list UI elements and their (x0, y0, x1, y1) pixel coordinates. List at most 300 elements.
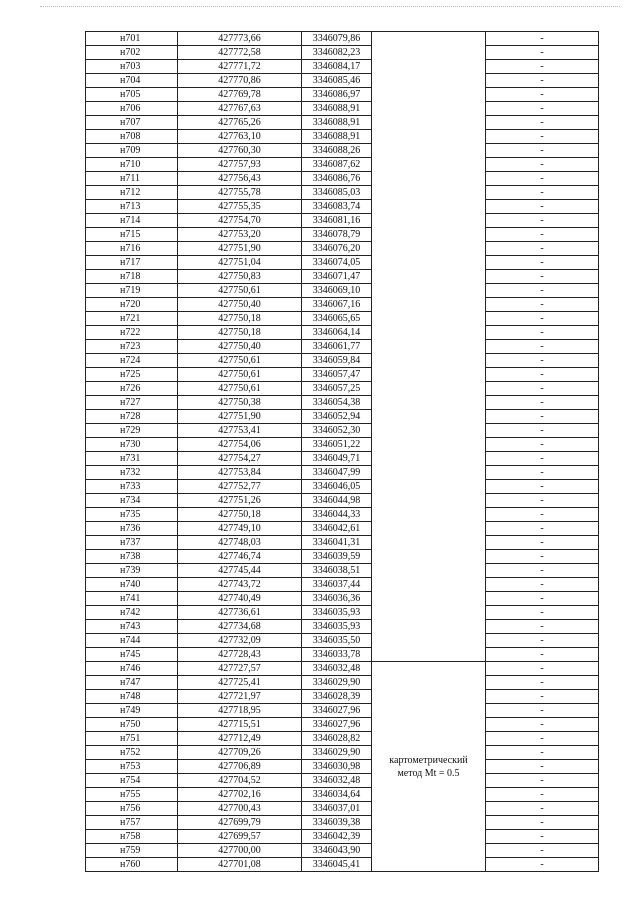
x-coordinate-cell: 427706,89 (178, 760, 302, 774)
x-coordinate-cell: 427753,20 (178, 228, 302, 242)
point-name-cell: н708 (86, 130, 178, 144)
table-row (86, 228, 599, 242)
table-row (86, 88, 599, 102)
table-row (86, 858, 599, 872)
point-name-cell: н710 (86, 158, 178, 172)
dash-cell: - (486, 228, 599, 242)
y-coordinate-cell: 3346046,05 (302, 480, 372, 494)
dash-cell: - (486, 606, 599, 620)
x-coordinate-cell: 427750,61 (178, 354, 302, 368)
dash-cell: - (486, 802, 599, 816)
dash-cell: - (486, 648, 599, 662)
point-name-cell: н727 (86, 396, 178, 410)
table-row (86, 298, 599, 312)
x-coordinate-cell: 427700,00 (178, 844, 302, 858)
y-coordinate-cell: 3346028,82 (302, 732, 372, 746)
y-coordinate-cell: 3346061,77 (302, 340, 372, 354)
x-coordinate-cell: 427750,61 (178, 368, 302, 382)
table-row (86, 172, 599, 186)
table-row (86, 312, 599, 326)
y-coordinate-cell: 3346033,78 (302, 648, 372, 662)
table-row (86, 844, 599, 858)
x-coordinate-cell: 427765,26 (178, 116, 302, 130)
y-coordinate-cell: 3346034,64 (302, 788, 372, 802)
y-coordinate-cell: 3346064,14 (302, 326, 372, 340)
y-coordinate-cell: 3346082,23 (302, 46, 372, 60)
x-coordinate-cell: 427702,16 (178, 788, 302, 802)
dash-cell: - (486, 746, 599, 760)
y-coordinate-cell: 3346086,76 (302, 172, 372, 186)
table-row (86, 788, 599, 802)
point-name-cell: н741 (86, 592, 178, 606)
x-coordinate-cell: 427755,35 (178, 200, 302, 214)
dash-cell: - (486, 242, 599, 256)
method-line-2: метод Mt = 0.5 (397, 767, 460, 779)
point-name-cell: н729 (86, 424, 178, 438)
y-coordinate-cell: 3346065,65 (302, 312, 372, 326)
point-name-cell: н746 (86, 662, 178, 676)
x-coordinate-cell: 427751,26 (178, 494, 302, 508)
point-name-cell: н725 (86, 368, 178, 382)
x-coordinate-cell: 427750,83 (178, 270, 302, 284)
y-coordinate-cell: 3346035,93 (302, 606, 372, 620)
x-coordinate-cell: 427699,57 (178, 830, 302, 844)
point-name-cell: н747 (86, 676, 178, 690)
y-coordinate-cell: 3346083,74 (302, 200, 372, 214)
point-name-cell: н756 (86, 802, 178, 816)
dash-cell: - (486, 508, 599, 522)
table-row (86, 186, 599, 200)
dash-cell: - (486, 592, 599, 606)
x-coordinate-cell: 427715,51 (178, 718, 302, 732)
dash-cell: - (486, 424, 599, 438)
point-name-cell: н755 (86, 788, 178, 802)
dash-cell: - (486, 340, 599, 354)
table-row (86, 760, 599, 774)
coordinates-table-body (86, 32, 599, 872)
table-row (86, 830, 599, 844)
x-coordinate-cell: 427718,95 (178, 704, 302, 718)
x-coordinate-cell: 427740,49 (178, 592, 302, 606)
point-name-cell: н721 (86, 312, 178, 326)
x-coordinate-cell: 427725,41 (178, 676, 302, 690)
point-name-cell: н744 (86, 634, 178, 648)
y-coordinate-cell: 3346041,31 (302, 536, 372, 550)
point-name-cell: н759 (86, 844, 178, 858)
point-name-cell: н706 (86, 102, 178, 116)
y-coordinate-cell: 3346057,47 (302, 368, 372, 382)
table-row (86, 746, 599, 760)
y-coordinate-cell: 3346057,25 (302, 382, 372, 396)
point-name-cell: н731 (86, 452, 178, 466)
dash-cell: - (486, 704, 599, 718)
point-name-cell: н751 (86, 732, 178, 746)
point-name-cell: н748 (86, 690, 178, 704)
table-row (86, 158, 599, 172)
x-coordinate-cell: 427745,44 (178, 564, 302, 578)
point-name-cell: н733 (86, 480, 178, 494)
y-coordinate-cell: 3346035,93 (302, 620, 372, 634)
x-coordinate-cell: 427728,43 (178, 648, 302, 662)
point-name-cell: н715 (86, 228, 178, 242)
table-row (86, 508, 599, 522)
method-cell (372, 662, 486, 872)
point-name-cell: н753 (86, 760, 178, 774)
table-row (86, 690, 599, 704)
x-coordinate-cell: 427721,97 (178, 690, 302, 704)
y-coordinate-cell: 3346079,86 (302, 32, 372, 46)
x-coordinate-cell: 427754,27 (178, 452, 302, 466)
dash-cell: - (486, 354, 599, 368)
table-row (86, 340, 599, 354)
method-cell-empty (372, 32, 486, 662)
table-row (86, 536, 599, 550)
point-name-cell: н754 (86, 774, 178, 788)
y-coordinate-cell: 3346047,99 (302, 466, 372, 480)
y-coordinate-cell: 3346088,26 (302, 144, 372, 158)
table-row (86, 130, 599, 144)
dash-cell: - (486, 60, 599, 74)
table-row (86, 452, 599, 466)
y-coordinate-cell: 3346030,98 (302, 760, 372, 774)
y-coordinate-cell: 3346049,71 (302, 452, 372, 466)
x-coordinate-cell: 427743,72 (178, 578, 302, 592)
dash-cell: - (486, 312, 599, 326)
dash-cell: - (486, 438, 599, 452)
y-coordinate-cell: 3346028,39 (302, 690, 372, 704)
point-name-cell: н716 (86, 242, 178, 256)
dash-cell: - (486, 102, 599, 116)
y-coordinate-cell: 3346086,97 (302, 88, 372, 102)
point-name-cell: н714 (86, 214, 178, 228)
table-row (86, 74, 599, 88)
y-coordinate-cell: 3346088,91 (302, 102, 372, 116)
y-coordinate-cell: 3346051,22 (302, 438, 372, 452)
dash-cell: - (486, 732, 599, 746)
dash-cell: - (486, 634, 599, 648)
x-coordinate-cell: 427699,79 (178, 816, 302, 830)
dash-cell: - (486, 88, 599, 102)
y-coordinate-cell: 3346027,96 (302, 718, 372, 732)
dash-cell: - (486, 200, 599, 214)
table-row (86, 816, 599, 830)
point-name-cell: н743 (86, 620, 178, 634)
point-name-cell: н701 (86, 32, 178, 46)
x-coordinate-cell: 427712,49 (178, 732, 302, 746)
table-row (86, 522, 599, 536)
point-name-cell: н713 (86, 200, 178, 214)
dash-cell: - (486, 74, 599, 88)
dash-cell: - (486, 158, 599, 172)
table-row (86, 732, 599, 746)
dash-cell: - (486, 830, 599, 844)
table-row (86, 242, 599, 256)
table-row (86, 606, 599, 620)
x-coordinate-cell: 427750,18 (178, 326, 302, 340)
point-name-cell: н707 (86, 116, 178, 130)
table-row (86, 368, 599, 382)
point-name-cell: н760 (86, 858, 178, 872)
y-coordinate-cell: 3346067,16 (302, 298, 372, 312)
dash-cell: - (486, 844, 599, 858)
dash-cell: - (486, 718, 599, 732)
x-coordinate-cell: 427704,52 (178, 774, 302, 788)
point-name-cell: н737 (86, 536, 178, 550)
dash-cell: - (486, 760, 599, 774)
point-name-cell: н736 (86, 522, 178, 536)
y-coordinate-cell: 3346085,03 (302, 186, 372, 200)
dash-cell: - (486, 256, 599, 270)
dash-cell: - (486, 326, 599, 340)
y-coordinate-cell: 3346042,39 (302, 830, 372, 844)
x-coordinate-cell: 427746,74 (178, 550, 302, 564)
table-row (86, 284, 599, 298)
point-name-cell: н705 (86, 88, 178, 102)
dash-cell: - (486, 410, 599, 424)
y-coordinate-cell: 3346032,48 (302, 662, 372, 676)
table-row (86, 396, 599, 410)
dash-cell: - (486, 186, 599, 200)
point-name-cell: н758 (86, 830, 178, 844)
dash-cell: - (486, 788, 599, 802)
point-name-cell: н745 (86, 648, 178, 662)
y-coordinate-cell: 3346052,94 (302, 410, 372, 424)
x-coordinate-cell: 427750,61 (178, 284, 302, 298)
x-coordinate-cell: 427756,43 (178, 172, 302, 186)
y-coordinate-cell: 3346069,10 (302, 284, 372, 298)
dash-cell: - (486, 270, 599, 284)
y-coordinate-cell: 3346076,20 (302, 242, 372, 256)
table-row (86, 466, 599, 480)
table-row (86, 438, 599, 452)
dash-cell: - (486, 466, 599, 480)
table-row (86, 494, 599, 508)
point-name-cell: н709 (86, 144, 178, 158)
table-row (86, 102, 599, 116)
y-coordinate-cell: 3346059,84 (302, 354, 372, 368)
y-coordinate-cell: 3346035,50 (302, 634, 372, 648)
x-coordinate-cell: 427754,70 (178, 214, 302, 228)
dash-cell: - (486, 116, 599, 130)
dash-cell: - (486, 578, 599, 592)
x-coordinate-cell: 427750,18 (178, 508, 302, 522)
y-coordinate-cell: 3346044,33 (302, 508, 372, 522)
y-coordinate-cell: 3346036,36 (302, 592, 372, 606)
x-coordinate-cell: 427751,90 (178, 242, 302, 256)
table-row (86, 270, 599, 284)
y-coordinate-cell: 3346088,91 (302, 130, 372, 144)
dash-cell: - (486, 620, 599, 634)
y-coordinate-cell: 3346027,96 (302, 704, 372, 718)
point-name-cell: н738 (86, 550, 178, 564)
y-coordinate-cell: 3346037,44 (302, 578, 372, 592)
table-row (86, 648, 599, 662)
table-row (86, 214, 599, 228)
x-coordinate-cell: 427732,09 (178, 634, 302, 648)
x-coordinate-cell: 427772,58 (178, 46, 302, 60)
coordinates-table (85, 31, 599, 872)
x-coordinate-cell: 427752,77 (178, 480, 302, 494)
table-row (86, 550, 599, 564)
dash-cell: - (486, 396, 599, 410)
dash-cell: - (486, 494, 599, 508)
dash-cell: - (486, 144, 599, 158)
x-coordinate-cell: 427736,61 (178, 606, 302, 620)
table-row (86, 326, 599, 340)
x-coordinate-cell: 427751,04 (178, 256, 302, 270)
x-coordinate-cell: 427769,78 (178, 88, 302, 102)
dash-cell: - (486, 382, 599, 396)
dash-cell: - (486, 298, 599, 312)
y-coordinate-cell: 3346078,79 (302, 228, 372, 242)
point-name-cell: н719 (86, 284, 178, 298)
x-coordinate-cell: 427750,40 (178, 298, 302, 312)
y-coordinate-cell: 3346081,16 (302, 214, 372, 228)
point-name-cell: н704 (86, 74, 178, 88)
x-coordinate-cell: 427700,43 (178, 802, 302, 816)
dash-cell: - (486, 214, 599, 228)
dash-cell: - (486, 172, 599, 186)
point-name-cell: н732 (86, 466, 178, 480)
y-coordinate-cell: 3346085,46 (302, 74, 372, 88)
y-coordinate-cell: 3346071,47 (302, 270, 372, 284)
x-coordinate-cell: 427748,03 (178, 536, 302, 550)
point-name-cell: н720 (86, 298, 178, 312)
point-name-cell: н724 (86, 354, 178, 368)
x-coordinate-cell: 427767,63 (178, 102, 302, 116)
y-coordinate-cell: 3346087,62 (302, 158, 372, 172)
x-coordinate-cell: 427750,40 (178, 340, 302, 354)
point-name-cell: н728 (86, 410, 178, 424)
table-row (86, 256, 599, 270)
dash-cell: - (486, 32, 599, 46)
point-name-cell: н702 (86, 46, 178, 60)
dash-cell: - (486, 368, 599, 382)
table-row (86, 354, 599, 368)
dash-cell: - (486, 662, 599, 676)
table-row (86, 620, 599, 634)
x-coordinate-cell: 427770,86 (178, 74, 302, 88)
point-name-cell: н752 (86, 746, 178, 760)
point-name-cell: н703 (86, 60, 178, 74)
table-row (86, 410, 599, 424)
method-line-1: картометрический (389, 754, 468, 766)
point-name-cell: н757 (86, 816, 178, 830)
y-coordinate-cell: 3346038,51 (302, 564, 372, 578)
table-row (86, 592, 599, 606)
point-name-cell: н711 (86, 172, 178, 186)
y-coordinate-cell: 3346039,38 (302, 816, 372, 830)
dash-cell: - (486, 550, 599, 564)
x-coordinate-cell: 427727,57 (178, 662, 302, 676)
x-coordinate-cell: 427763,10 (178, 130, 302, 144)
x-coordinate-cell: 427751,90 (178, 410, 302, 424)
x-coordinate-cell: 427701,08 (178, 858, 302, 872)
dash-cell: - (486, 816, 599, 830)
x-coordinate-cell: 427750,61 (178, 382, 302, 396)
dash-cell: - (486, 46, 599, 60)
dash-cell: - (486, 130, 599, 144)
dash-cell: - (486, 564, 599, 578)
dash-cell: - (486, 480, 599, 494)
table-row (86, 480, 599, 494)
x-coordinate-cell: 427773,66 (178, 32, 302, 46)
x-coordinate-cell: 427753,84 (178, 466, 302, 480)
table-row (86, 634, 599, 648)
table-row (86, 424, 599, 438)
x-coordinate-cell: 427709,26 (178, 746, 302, 760)
table-row (86, 46, 599, 60)
y-coordinate-cell: 3346039,59 (302, 550, 372, 564)
dash-cell: - (486, 284, 599, 298)
table-row (86, 676, 599, 690)
table-row (86, 60, 599, 74)
table-row (86, 382, 599, 396)
point-name-cell: н712 (86, 186, 178, 200)
y-coordinate-cell: 3346042,61 (302, 522, 372, 536)
point-name-cell: н718 (86, 270, 178, 284)
y-coordinate-cell: 3346044,98 (302, 494, 372, 508)
y-coordinate-cell: 3346054,38 (302, 396, 372, 410)
y-coordinate-cell: 3346052,30 (302, 424, 372, 438)
x-coordinate-cell: 427771,72 (178, 60, 302, 74)
dash-cell: - (486, 452, 599, 466)
point-name-cell: н730 (86, 438, 178, 452)
x-coordinate-cell: 427753,41 (178, 424, 302, 438)
y-coordinate-cell: 3346032,48 (302, 774, 372, 788)
point-name-cell: н735 (86, 508, 178, 522)
y-coordinate-cell: 3346045,41 (302, 858, 372, 872)
dash-cell: - (486, 774, 599, 788)
y-coordinate-cell: 3346084,17 (302, 60, 372, 74)
x-coordinate-cell: 427757,93 (178, 158, 302, 172)
point-name-cell: н740 (86, 578, 178, 592)
scan-artifact (40, 6, 620, 9)
y-coordinate-cell: 3346029,90 (302, 746, 372, 760)
y-coordinate-cell: 3346037,01 (302, 802, 372, 816)
y-coordinate-cell: 3346088,91 (302, 116, 372, 130)
dash-cell: - (486, 858, 599, 872)
table-row (86, 802, 599, 816)
point-name-cell: н750 (86, 718, 178, 732)
point-name-cell: н717 (86, 256, 178, 270)
dash-cell: - (486, 690, 599, 704)
x-coordinate-cell: 427754,06 (178, 438, 302, 452)
table-row (86, 564, 599, 578)
table-row (86, 774, 599, 788)
dash-cell: - (486, 536, 599, 550)
x-coordinate-cell: 427760,30 (178, 144, 302, 158)
x-coordinate-cell: 427749,10 (178, 522, 302, 536)
point-name-cell: н734 (86, 494, 178, 508)
point-name-cell: н723 (86, 340, 178, 354)
table-row (86, 718, 599, 732)
y-coordinate-cell: 3346074,05 (302, 256, 372, 270)
point-name-cell: н739 (86, 564, 178, 578)
table-row (86, 32, 599, 46)
table-row (86, 578, 599, 592)
x-coordinate-cell: 427750,18 (178, 312, 302, 326)
x-coordinate-cell: 427755,78 (178, 186, 302, 200)
dash-cell: - (486, 522, 599, 536)
point-name-cell: н722 (86, 326, 178, 340)
point-name-cell: н749 (86, 704, 178, 718)
y-coordinate-cell: 3346029,90 (302, 676, 372, 690)
y-coordinate-cell: 3346043,90 (302, 844, 372, 858)
x-coordinate-cell: 427750,38 (178, 396, 302, 410)
table-row (86, 116, 599, 130)
point-name-cell: н742 (86, 606, 178, 620)
